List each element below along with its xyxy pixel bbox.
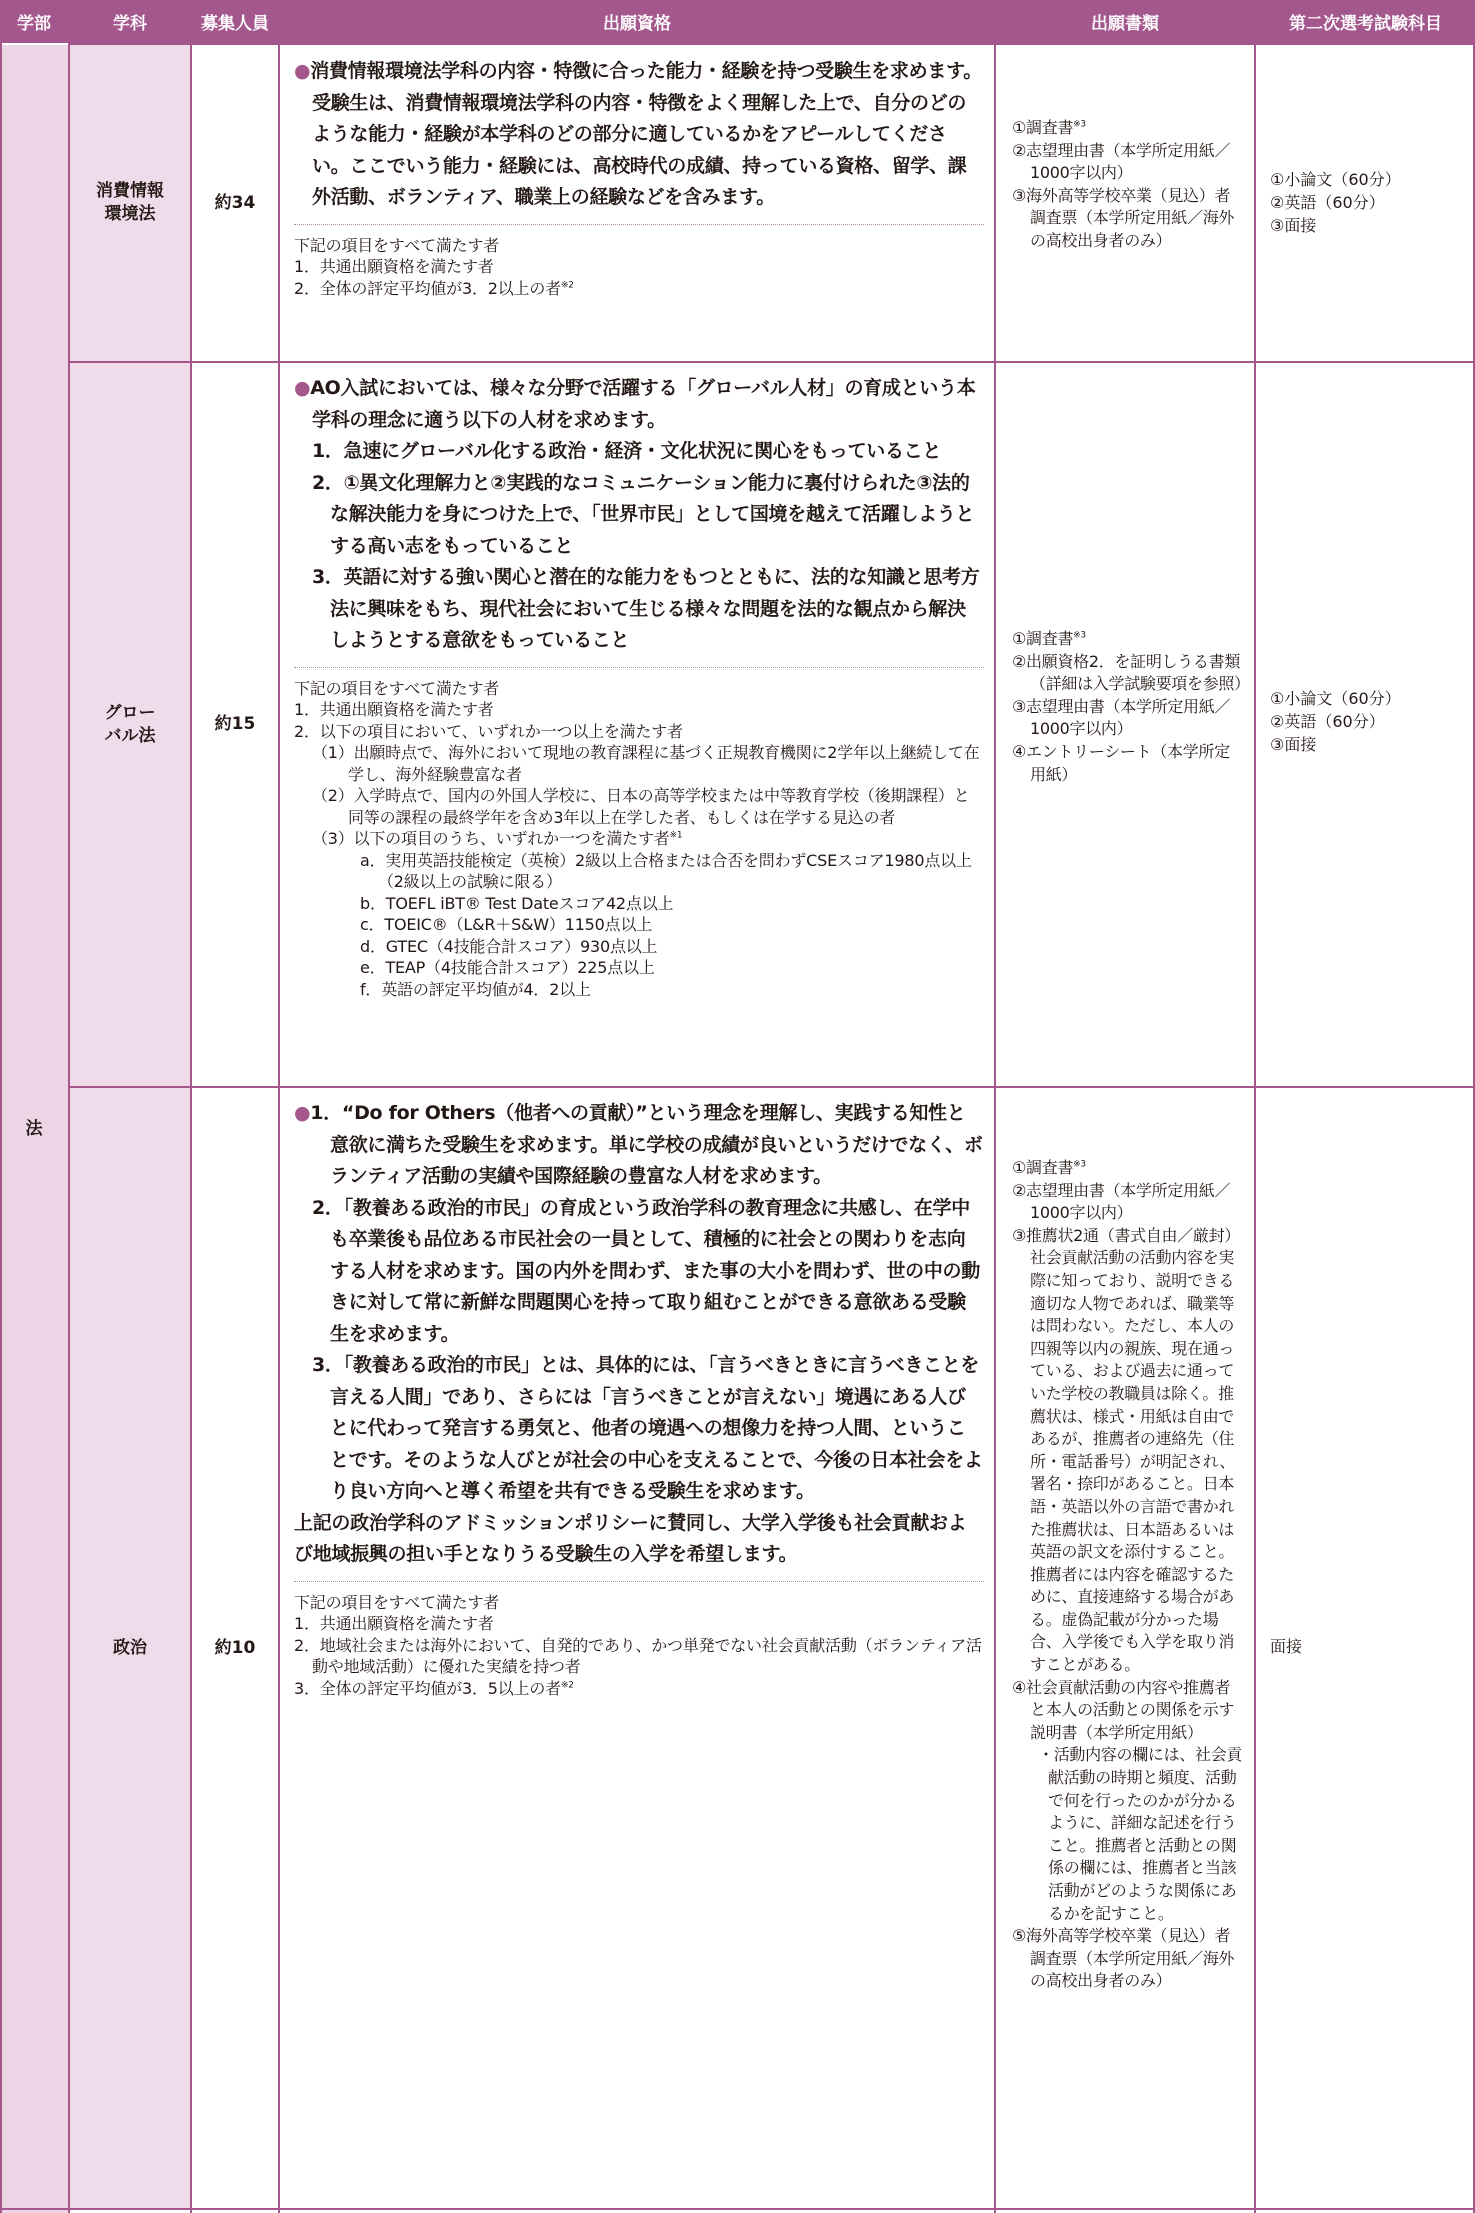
grid-line [994,0,996,2213]
policy-bullet-item [294,373,984,436]
document-item [1012,1225,1244,1677]
dept-label: 政治 [113,1638,147,1658]
grid-line [0,2208,1475,2210]
policy-text [294,56,984,214]
requirement-text: f．英語の評定平均値が4．2以上 [360,979,591,999]
document-text: ①調査書 [1012,629,1074,648]
footnote-mark: ※3 [1073,630,1086,641]
dept-cell-consumer [70,45,190,361]
dept-label: グロー バル法 [104,702,156,746]
requirement-item [294,721,984,743]
footnote-mark: ※3 [1073,1159,1086,1170]
qualification-cell [294,373,984,1000]
header-documents: 出願書類 [996,0,1254,43]
documents-cell [1012,628,1250,786]
policy-text-line: 1．“Do for Others（他者への貢献）”という理念を理解し、実践する知性と意欲に満ちた受験生を求めます。単に学校の成績が良いというだけでなく、ボランティア活動の実績や国際経験の豊富な人材を求めます。 [310,1102,983,1187]
quota-value: 約15 [214,714,256,734]
document-item [1012,185,1244,253]
requirement-item [294,828,984,850]
policy-text-line: 消費情報環境法学科の内容・特徴に合った能力・経験を持つ受験生を求めます。受験生は、消費情報環境法学科の内容・特徴をよく理解した上で、自分のどのような能力・経験が本学科のどの部分に適しているかをアピールしてください。ここでいう能力・経験には、高校時代の成績、持っている資格、留学、課外活動、ボランティア、職業上の経験などを含みます。 [310,60,982,208]
document-text: ③推薦状2通（書式自由／厳封）社会貢献活動の活動内容を実際に知っており、説明できる適切な人物であれば、職業等は問わない。ただし、本人の四親等以内の親族、現在通っている、および過去に通っていた学校の教職員は除く。推薦状は、様式・用紙は自由であるが、推薦者の連絡先（住所・電話番号）が明記され、署名・捺印があること。日本語・英語以外の言語で書かれた推薦状は、日本語あるいは英語の訳文を添付すること。推薦者には内容を確認するために、直接連絡する場合がある。虚偽記載が分かった場合、入学後でも入学を取り消すことがある。 [1012,1225,1241,1675]
quota-value: 約10 [214,1638,256,1658]
grid-line [190,0,192,2213]
qualification-cell [294,1098,984,1699]
bullet-icon: ● [294,60,311,82]
documents-cell [1012,1157,1244,1993]
requirement-item [294,936,984,958]
document-item [1012,741,1244,786]
exam-subject: ③面接 [1270,735,1317,754]
requirement-item [294,699,984,721]
requirement-text: e．TEAP（4技能合計スコア）225点以上 [360,958,655,977]
requirement-item [294,1635,984,1678]
policy-paragraph: 上記の政治学科のアドミッションポリシーに賛同し、大学入学後も社会貢献および地域振興の担い手となりうる受験生の入学を希望します。 [294,1511,967,1565]
subjects-cell [1270,687,1470,756]
grid-line [1254,0,1256,2213]
footnote-mark: ※1 [669,830,683,841]
document-text: ①調査書 [1012,1158,1074,1177]
requirement-item [294,914,984,936]
requirements [294,678,984,1001]
document-text: ③海外高等学校卒業（見込）者調査票（本学所定用紙／海外の高校出身者のみ） [1012,185,1235,250]
document-text: ④社会貢献活動の内容や推薦者と本人の活動との関係を示す説明書（本学所定用紙） [1012,1677,1235,1742]
policy-text-line: AO入試においては、様々な分野で活躍する「グローバル人材」の育成という本学科の理念に適う以下の人材を求めます。 [310,377,976,431]
faculty-cell [0,45,68,2213]
grid-line [68,361,1475,363]
policy-bullet-item [294,1098,984,1193]
requirement-text: b．TOEFL iBT® Test Dateスコア42点以上 [360,893,674,913]
requirement-item [294,256,984,278]
document-item [1012,1925,1244,1993]
requirement-text: 1．共通出願資格を満たす者 [294,700,494,719]
requirement-item [294,893,984,915]
document-text: ③志望理由書（本学所定用紙／1000字以内） [1012,696,1231,739]
document-item [1012,1744,1244,1925]
requirement-item [294,785,984,828]
quota-cell [192,45,278,361]
dept-cell-politics [70,1088,190,2209]
requirement-text: 1．共通出願資格を満たす者 [294,257,494,276]
document-text: ④エントリーシート（本学所定用紙） [1012,741,1230,784]
divider [294,1581,984,1582]
requirement-text: 2．地域社会または海外において、自発的であり、かつ単発でない社会貢献活動（ボランティア活動や地域活動）に優れた実績を持つ者 [294,1635,982,1676]
header-qualification: 出願資格 [280,0,994,43]
footnote-mark: ※2 [560,280,574,291]
requirement-text: 下記の項目をすべて満たす者 [294,1592,500,1612]
header-exam-subjects: 第二次選考試験科目 [1256,0,1475,43]
requirement-text: 1．共通出願資格を満たす者 [294,1614,494,1633]
requirement-text: 2．以下の項目において、いずれか一つ以上を満たす者 [294,721,683,741]
requirement-item [294,979,984,1001]
requirement-text: （2）入学時点で、国内の外国人学校に、日本の高等学校または中等教育学校（後期課程）と同等の課程の最終学年を含め3年以上在学した者、もしくは在学する見込の者 [312,786,970,827]
footnote-mark: ※2 [560,1680,574,1691]
divider [294,667,984,668]
policy-text [294,1098,984,1571]
dept-label: 消費情報 環境法 [96,181,164,224]
requirement-text: 2．全体の評定平均値が3．2以上の者 [294,278,561,298]
qualification-cell [294,56,984,299]
quota-cell [192,363,278,1086]
policy-numbered-item: 3．「教養ある政治的市民」とは、具体的には、「言うべきときに言うべきことを言える人間」であり、さらには「言うべきことが言えない」境遇にある人びとに代わって発言する勇気と、他者の境遇への想像力を持つ人間、ということです。そのような人びとが社会の中心を支えることで、今後の日本社会をより良い方向へと導く希望を共有できる受験生を求めます。 [312,1354,983,1502]
grid-line [278,0,280,2213]
exam-subject: ①小論文（60分） [1270,170,1401,189]
policy-bullet-item [294,56,984,214]
requirement-text: c．TOEIC®（L&R＋S&W）1150点以上 [360,915,653,934]
document-text: ①調査書 [1012,118,1074,137]
requirement-text: d．GTEC（4技能合計スコア）930点以上 [360,936,658,956]
requirement-text: 3．全体の評定平均値が3．5以上の者 [294,1678,561,1698]
subjects-cell [1270,168,1470,237]
policy-numbered-item: 2．「教養ある政治的市民」の育成という政治学科の教育理念に共感し、在学中も卒業後も品位ある市民社会の一員として、積極的に社会との関わりを志向する人材を求めます。国の内外を問わず、また事の大小を問わず、世の中の動きに対して常に新鮮な問題関心を持って取り組むことができる意欲ある受験生を求めます。 [312,1196,980,1345]
exam-subject: ③面接 [1270,216,1317,235]
footnote-mark: ※3 [1073,119,1086,130]
document-text: ⑤海外高等学校卒業（見込）者調査票（本学所定用紙／海外の高校出身者のみ） [1012,1926,1235,1991]
policy-text [294,373,984,657]
document-item [1012,140,1244,185]
document-text: ②志望理由書（本学所定用紙／1000字以内） [1012,140,1231,183]
policy-numbered-item: 3．英語に対する強い関心と潜在的な能力をもつとともに、法的な知識と思考方法に興味をもち、現代社会において生じる様々な問題を法的な観点から解決しようとする意欲をもっていること [312,566,980,651]
policy-numbered-item: 1．急速にグローバル化する政治・経済・文化状況に関心をもっていること [312,440,942,462]
document-text: ②志望理由書（本学所定用紙／1000字以内） [1012,1180,1231,1223]
document-text: ②出願資格2．を証明しうる書類（詳細は入学試験要項を参照） [1012,651,1250,694]
exam-subject: ②英語（60分） [1270,712,1385,731]
exam-subject: 面接 [1270,1637,1303,1656]
grid-line [68,0,70,2213]
divider [294,224,984,225]
dept-cell-global [70,363,190,1086]
document-item [1012,651,1250,696]
policy-numbered-item: 2．①異文化理解力と②実践的なコミュニケーション能力に裏付けられた③法的な解決能力を身につけた上で、「世界市民」として国境を越えて活躍しようとする高い志をもっていること [312,471,975,557]
document-item [1012,628,1244,651]
requirement-item [294,1592,984,1614]
requirement-item [294,235,984,257]
header-quota: 募集人員 [192,0,278,43]
faculty-label: 法 [25,1118,43,1139]
document-item [1012,1677,1244,1745]
bullet-icon: ● [294,1102,311,1124]
header-department: 学科 [70,0,190,43]
requirement-text: 下記の項目をすべて満たす者 [294,235,500,255]
requirement-item [294,278,984,300]
requirement-text: 下記の項目をすべて満たす者 [294,678,500,698]
header-faculty: 学部 [0,0,68,43]
exam-subject: ②英語（60分） [1270,193,1385,212]
grid-line [0,0,2,2213]
document-item [1012,117,1244,140]
grid-line [68,1086,1475,1088]
quota-cell [192,1088,278,2209]
bullet-icon: ● [294,377,311,399]
requirement-item [294,850,984,893]
document-item [1012,1180,1244,1225]
grid-line [68,43,1475,45]
quota-value: 約34 [214,192,256,213]
requirement-text: （3）以下の項目のうち、いずれか一つを満たす者 [312,829,670,848]
requirement-text: （1）出願時点で、海外において現地の教育課程に基づく正規教育機関に2学年以上継続して在学し、海外経験豊富な者 [312,743,980,784]
requirements [294,235,984,300]
requirement-item [294,1613,984,1635]
requirement-item [294,957,984,979]
document-text: ・活動内容の欄には、社会貢献活動の時期と頻度、活動で何を行ったのかが分かるように、詳細な記述を行うこと。推薦者と活動との関係の欄には、推薦者と当該活動がどのような関係にあるかを記すこと。 [1038,1745,1243,1923]
requirement-item [294,742,984,785]
document-item [1012,696,1244,741]
document-item [1012,1157,1244,1180]
requirements [294,1592,984,1700]
exam-subject: ①小論文（60分） [1270,689,1401,708]
requirement-item [294,1678,984,1700]
subjects-cell [1270,1635,1470,1658]
documents-cell [1012,117,1244,253]
requirement-item [294,678,984,700]
requirement-text: a．実用英語技能検定（英検）2級以上合格または合否を問わずCSEスコア1980点以上（2級以上の試験に限る） [360,850,972,891]
